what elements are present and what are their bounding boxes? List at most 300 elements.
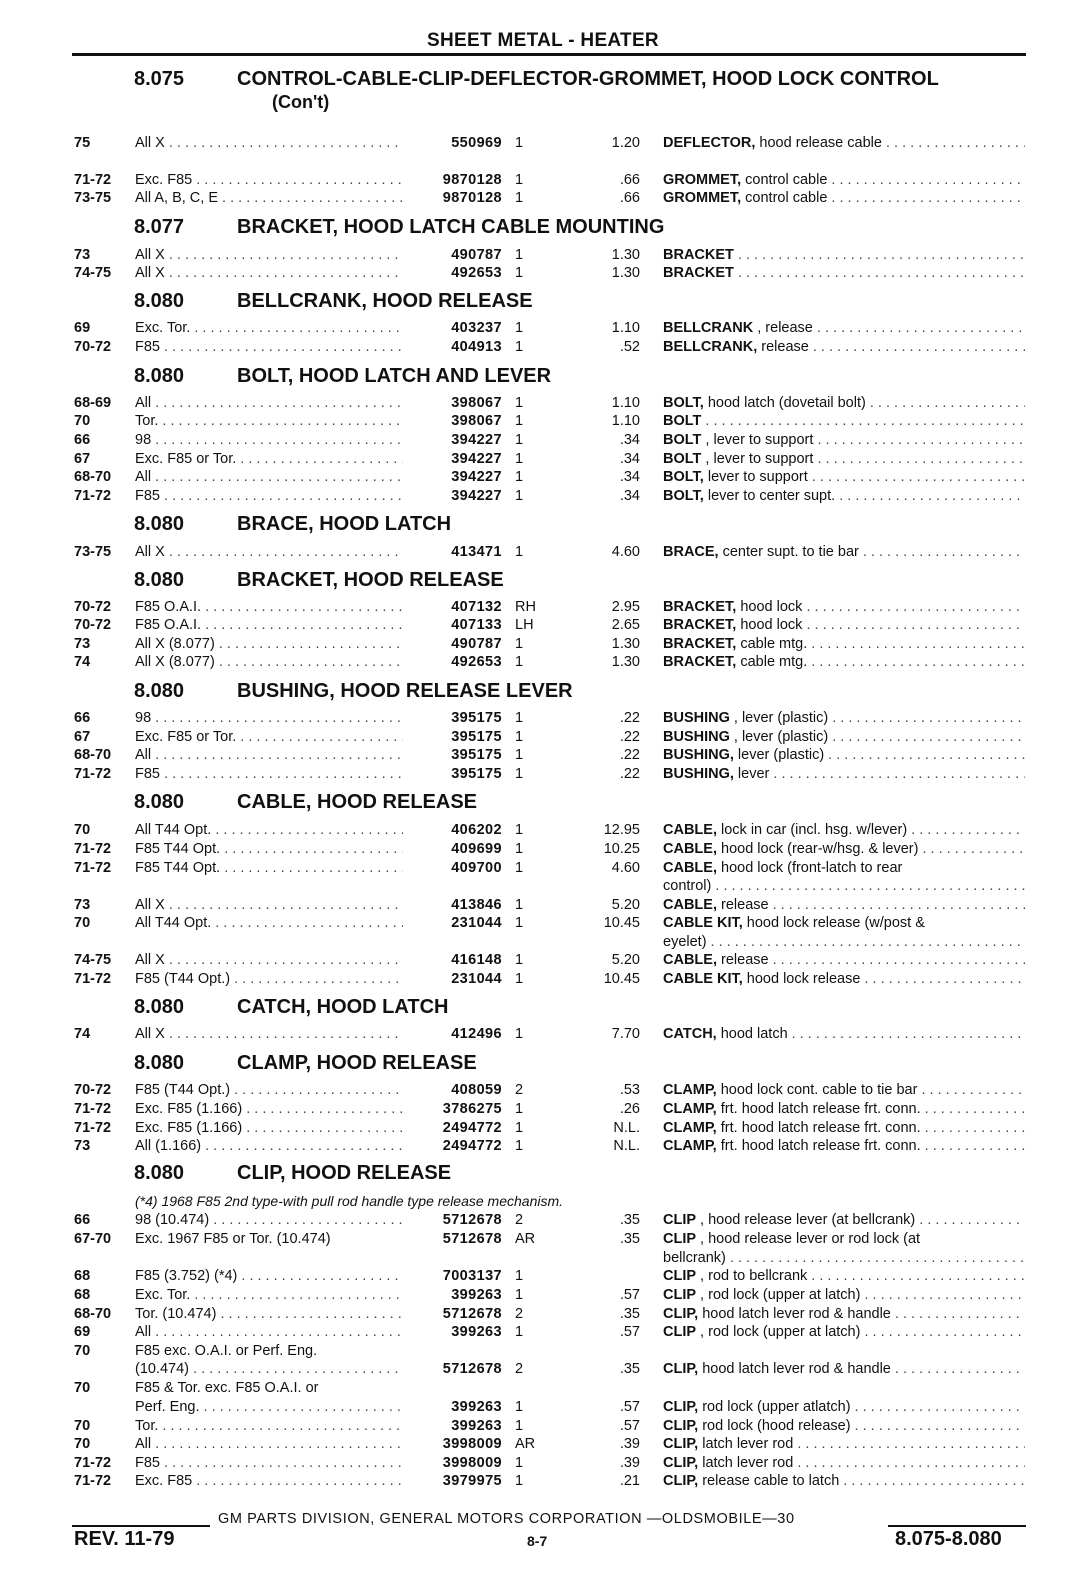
part-name: CLIP — [663, 1268, 697, 1284]
application-cell: 98 . . . — [135, 430, 403, 450]
year-cell: 71-72 — [74, 488, 112, 504]
section-number: 8.080 — [134, 569, 185, 591]
part-description: hood lock — [736, 617, 803, 633]
application-cell: 98 (10.474) . . . — [135, 1210, 403, 1230]
table-row — [0, 820, 1086, 840]
section-heading — [0, 996, 1086, 1022]
part-name: BRACKET — [663, 247, 734, 263]
section-number: 8.080 — [134, 1162, 185, 1184]
quantity-cell: 2 — [515, 1082, 524, 1098]
year-cell: 71-72 — [74, 172, 112, 188]
year-cell: 71-72 — [74, 1455, 112, 1471]
part-name: BRACKET, — [663, 599, 737, 615]
quantity-cell: 1 — [515, 915, 524, 931]
part-number-cell: 394227 — [451, 432, 502, 448]
description-cell — [663, 597, 1025, 617]
part-name: CATCH, — [663, 1026, 717, 1042]
table-row — [0, 263, 1086, 283]
price-cell: .34 — [619, 488, 640, 504]
description-cell — [663, 1080, 1025, 1100]
part-description: hood lock (front-latch to rear — [716, 860, 903, 876]
quantity-cell: AR — [515, 1436, 536, 1452]
table-row — [0, 1285, 1086, 1305]
table-row — [0, 727, 1086, 747]
part-name: CLAMP, — [663, 1120, 717, 1136]
price-cell: 10.45 — [603, 915, 640, 931]
year-cell: 70-72 — [74, 617, 112, 633]
application-cell: Tor. . . . — [135, 1416, 403, 1436]
part-description: latch lever rod — [698, 1436, 794, 1452]
table-row — [0, 188, 1086, 208]
year-cell: 74-75 — [74, 952, 112, 968]
application-cell: All X (8.077) . . . — [135, 634, 403, 654]
price-cell: 1.30 — [611, 247, 640, 263]
application-cell: All (1.166) . . . — [135, 1136, 403, 1156]
part-number-cell: 490787 — [451, 636, 502, 652]
description-cell — [663, 858, 1025, 878]
year-cell: 66 — [74, 1212, 91, 1228]
description-cell — [663, 1304, 1025, 1324]
application-cell: F85 & Tor. exc. F85 O.A.I. or — [135, 1380, 319, 1396]
section-number: 8.075 — [134, 68, 185, 90]
application-cell: F85 T44 Opt. . . . — [135, 858, 403, 878]
table-row — [0, 133, 1086, 153]
part-number-cell: 5712678 — [442, 1361, 502, 1377]
part-number-cell: 550969 — [451, 135, 502, 151]
table-row — [0, 1434, 1086, 1454]
application-cell: Tor. . . . — [135, 411, 403, 431]
part-number-cell: 231044 — [451, 971, 502, 987]
part-name: BELLCRANK — [663, 320, 754, 336]
part-name: CLIP, — [663, 1473, 699, 1489]
page-number: 8-7 — [527, 1533, 548, 1549]
description-cell — [663, 188, 1025, 208]
year-cell: 71-72 — [74, 1473, 112, 1489]
part-number-cell: 5712678 — [442, 1306, 502, 1322]
part-description: , lever (plastic) — [729, 729, 829, 745]
part-number-cell: 416148 — [451, 952, 502, 968]
year-cell: 73 — [74, 1138, 91, 1154]
description-cell — [663, 411, 1025, 431]
part-description: , lever (plastic) — [729, 710, 829, 726]
part-description: , lever to support — [701, 432, 814, 448]
description-cell — [663, 1434, 1025, 1454]
price-cell: .57 — [619, 1324, 640, 1340]
year-cell: 70 — [74, 822, 91, 838]
description-cell — [663, 1359, 1025, 1379]
table-row — [0, 467, 1086, 487]
year-cell: 71-72 — [74, 841, 112, 857]
description-cell — [663, 449, 1025, 469]
part-description: , hood release lever or rod lock (at — [696, 1231, 921, 1247]
description-cell — [663, 467, 1025, 487]
application-cell: All T44 Opt. . . . — [135, 820, 403, 840]
year-cell: 68-70 — [74, 469, 112, 485]
part-description: hood latch (dovetail bolt) — [703, 395, 866, 411]
part-description: lever (plastic) — [733, 747, 825, 763]
year-cell: 70 — [74, 1418, 91, 1434]
description-cell — [663, 615, 1025, 635]
price-cell: 2.95 — [611, 599, 640, 615]
table-row — [0, 337, 1086, 357]
description-cell — [663, 318, 1025, 338]
part-description: lever — [733, 766, 770, 782]
quantity-cell: 1 — [515, 729, 524, 745]
section-title: CLIP, HOOD RELEASE — [237, 1162, 452, 1184]
part-number-cell: 404913 — [451, 339, 502, 355]
table-row — [0, 969, 1086, 989]
section-heading — [0, 290, 1086, 316]
table-row — [0, 745, 1086, 765]
application-cell: F85 (T44 Opt.) . . . — [135, 1080, 403, 1100]
description-cell — [663, 337, 1025, 357]
table-row — [0, 1453, 1086, 1473]
year-cell: 68-70 — [74, 747, 112, 763]
part-description: lever to center supt. — [703, 488, 836, 504]
part-name: BOLT — [663, 451, 702, 467]
quantity-cell: 1 — [515, 1026, 524, 1042]
header-rule — [72, 53, 1026, 56]
price-cell: .35 — [619, 1361, 640, 1377]
year-cell: 66 — [74, 432, 91, 448]
year-cell: 69 — [74, 320, 91, 336]
year-cell: 70-72 — [74, 1082, 112, 1098]
table-row — [0, 1378, 1086, 1398]
part-number-cell: 9870128 — [442, 172, 502, 188]
part-number-cell: 3998009 — [442, 1436, 502, 1452]
footer-corp: GM PARTS DIVISION, GENERAL MOTORS CORPORATION —OLDSMOBILE—30 — [218, 1511, 795, 1527]
description-cell — [663, 634, 1025, 654]
part-name: CABLE, — [663, 952, 717, 968]
price-cell: .22 — [619, 766, 640, 782]
part-name: CABLE, — [663, 822, 717, 838]
part-description: cable mtg. — [736, 636, 808, 652]
description-cell — [663, 913, 1025, 933]
application-cell: All X (8.077) . . . — [135, 652, 403, 672]
application-cell: All . . . — [135, 393, 403, 413]
application-cell: Exc. Tor. . . . — [135, 318, 403, 338]
price-cell: 10.25 — [603, 841, 640, 857]
price-cell: 1.30 — [611, 654, 640, 670]
quantity-cell: LH — [515, 617, 534, 633]
section-number: 8.080 — [134, 996, 185, 1018]
price-cell: .34 — [619, 451, 640, 467]
description-cell — [663, 1248, 1025, 1268]
price-cell: 1.20 — [611, 135, 640, 151]
part-name: CLIP, — [663, 1399, 699, 1415]
part-description: , lever to support — [701, 451, 814, 467]
table-row — [0, 1341, 1086, 1361]
quantity-cell: 2 — [515, 1212, 524, 1228]
part-number-cell: 490787 — [451, 247, 502, 263]
price-cell: 1.30 — [611, 265, 640, 281]
year-cell: 75 — [74, 135, 91, 151]
quantity-cell: 1 — [515, 971, 524, 987]
application-cell: All . . . — [135, 1434, 403, 1454]
part-name: CABLE, — [663, 860, 717, 876]
part-description: hood lock release (w/post & — [742, 915, 925, 931]
section-title: BUSHING, HOOD RELEASE LEVER — [237, 680, 573, 702]
year-cell: 74 — [74, 1026, 91, 1042]
description-cell — [663, 542, 1025, 562]
part-number-cell: 3786275 — [442, 1101, 502, 1117]
part-number-cell: 5712678 — [442, 1212, 502, 1228]
table-row — [0, 1397, 1086, 1417]
part-number-cell: 413471 — [451, 544, 502, 560]
application-cell: All T44 Opt. . . . — [135, 913, 403, 933]
year-cell: 70 — [74, 1436, 91, 1452]
application-cell: F85 (T44 Opt.) . . . — [135, 969, 403, 989]
section-number: 8.080 — [134, 791, 185, 813]
price-cell: 1.10 — [611, 320, 640, 336]
price-cell: N.L. — [613, 1138, 640, 1154]
part-number-cell: 399263 — [451, 1324, 502, 1340]
part-description: control cable — [741, 172, 828, 188]
part-description: , release — [753, 320, 813, 336]
quantity-cell: 1 — [515, 135, 524, 151]
price-cell: .21 — [619, 1473, 640, 1489]
year-cell: 68 — [74, 1287, 91, 1303]
price-cell: .22 — [619, 729, 640, 745]
part-name: CLAMP, — [663, 1138, 717, 1154]
quantity-cell: 1 — [515, 636, 524, 652]
application-cell: Exc. F85 . . . — [135, 170, 403, 190]
part-name: BRACKET, — [663, 636, 737, 652]
part-name: DEFLECTOR, — [663, 135, 756, 151]
table-row — [0, 430, 1086, 450]
price-cell: 10.45 — [603, 971, 640, 987]
description-cell — [663, 969, 1025, 989]
description-cell — [663, 652, 1025, 672]
section-heading — [0, 1162, 1086, 1188]
part-number-cell: 398067 — [451, 413, 502, 429]
quantity-cell: 1 — [515, 265, 524, 281]
application-cell: All X . . . — [135, 895, 403, 915]
quantity-cell: 1 — [515, 841, 524, 857]
section-heading — [0, 791, 1086, 817]
year-cell: 71-72 — [74, 860, 112, 876]
description-cell — [663, 1118, 1025, 1138]
part-description: rod lock (hood release) — [698, 1418, 851, 1434]
quantity-cell: RH — [515, 599, 536, 615]
description-cell — [663, 1024, 1025, 1044]
price-cell: N.L. — [613, 1120, 640, 1136]
part-description: release — [716, 952, 769, 968]
quantity-cell: 1 — [515, 1101, 524, 1117]
part-description: frt. hood latch release frt. conn. — [716, 1138, 921, 1154]
part-name: CLIP — [663, 1287, 697, 1303]
year-cell: 74-75 — [74, 265, 112, 281]
quantity-cell: 1 — [515, 1324, 524, 1340]
part-name: BOLT — [663, 432, 702, 448]
part-name: CLAMP, — [663, 1101, 717, 1117]
part-name: CLIP, — [663, 1418, 699, 1434]
table-row — [0, 1359, 1086, 1379]
part-number-cell: 407133 — [451, 617, 502, 633]
table-row — [0, 615, 1086, 635]
table-row — [0, 449, 1086, 469]
year-cell: 70-72 — [74, 339, 112, 355]
price-cell: .22 — [619, 710, 640, 726]
price-cell: 12.95 — [603, 822, 640, 838]
part-name: CLIP, — [663, 1361, 699, 1377]
application-cell: 98 . . . — [135, 708, 403, 728]
part-description: hood lock (rear-w/hsg. & lever) — [716, 841, 919, 857]
section-subtitle: (Con't) — [272, 92, 330, 112]
year-cell: 73-75 — [74, 190, 112, 206]
price-cell: .26 — [619, 1101, 640, 1117]
price-cell: 5.20 — [611, 952, 640, 968]
part-name: CABLE KIT, — [663, 915, 743, 931]
price-cell: .35 — [619, 1306, 640, 1322]
application-cell: Exc. F85 or Tor. . . . — [135, 449, 403, 469]
part-number-cell: 399263 — [451, 1399, 502, 1415]
year-cell: 68 — [74, 1268, 91, 1284]
quantity-cell: 1 — [515, 395, 524, 411]
description-cell — [663, 486, 1025, 506]
year-cell: 73 — [74, 636, 91, 652]
quantity-cell: 1 — [515, 822, 524, 838]
part-number-cell: 395175 — [451, 710, 502, 726]
table-row — [0, 634, 1086, 654]
price-cell: 4.60 — [611, 544, 640, 560]
quantity-cell: 1 — [515, 1138, 524, 1154]
price-cell: .66 — [619, 190, 640, 206]
quantity-cell: 1 — [515, 413, 524, 429]
year-cell: 71-72 — [74, 971, 112, 987]
description-cell — [663, 1416, 1025, 1436]
part-name: BUSHING — [663, 710, 730, 726]
part-description: , rod to bellcrank — [696, 1268, 808, 1284]
price-cell: .57 — [619, 1418, 640, 1434]
part-description: frt. hood latch release frt. conn. — [716, 1101, 921, 1117]
table-row — [0, 1118, 1086, 1138]
section-number: 8.080 — [134, 365, 185, 387]
application-cell: Tor. (10.474) . . . — [135, 1304, 403, 1324]
part-name: BRACE, — [663, 544, 719, 560]
price-cell: .39 — [619, 1436, 640, 1452]
description-cell — [663, 170, 1025, 190]
application-cell: All X . . . — [135, 950, 403, 970]
table-row — [0, 597, 1086, 617]
description-cell — [663, 745, 1025, 765]
quantity-cell: 2 — [515, 1306, 524, 1322]
part-description: rod lock (upper atlatch) — [698, 1399, 851, 1415]
application-cell: F85 O.A.I. . . . — [135, 615, 403, 635]
application-cell: (10.474) . . . — [135, 1359, 403, 1379]
table-row — [0, 393, 1086, 413]
footer-rule-left — [72, 1525, 210, 1527]
part-name: GROMMET, — [663, 190, 742, 206]
quantity-cell: 1 — [515, 710, 524, 726]
part-name: BUSHING, — [663, 766, 734, 782]
part-description: hood lock — [736, 599, 803, 615]
table-row — [0, 1080, 1086, 1100]
part-number-cell: 394227 — [451, 469, 502, 485]
section-number: 8.080 — [134, 1052, 185, 1074]
price-cell: .22 — [619, 747, 640, 763]
part-number-cell: 408059 — [451, 1082, 502, 1098]
application-cell: F85 (3.752) (*4) . . . — [135, 1266, 403, 1286]
application-cell: Perf. Eng. . . . — [135, 1397, 403, 1417]
part-description: release cable to latch — [698, 1473, 840, 1489]
application-cell: All . . . — [135, 467, 403, 487]
quantity-cell: 1 — [515, 544, 524, 560]
application-cell: F85 . . . — [135, 764, 403, 784]
application-cell: All X . . . — [135, 1024, 403, 1044]
quantity-cell: 1 — [515, 469, 524, 485]
price-cell: 4.60 — [611, 860, 640, 876]
part-description: release — [716, 897, 769, 913]
part-name: CLIP, — [663, 1306, 699, 1322]
part-name: BRACKET, — [663, 654, 737, 670]
application-cell: F85 O.A.I. . . . — [135, 597, 403, 617]
price-cell: 1.10 — [611, 413, 640, 429]
part-description: frt. hood latch release frt. conn. — [716, 1120, 921, 1136]
section-heading — [0, 513, 1086, 539]
description-cell — [663, 1210, 1025, 1230]
part-number-cell: 2494772 — [442, 1138, 502, 1154]
price-cell: .66 — [619, 172, 640, 188]
description-cell — [663, 876, 1025, 896]
table-row — [0, 1099, 1086, 1119]
application-cell: All . . . — [135, 745, 403, 765]
quantity-cell: 1 — [515, 1473, 524, 1489]
price-cell: 1.10 — [611, 395, 640, 411]
description-cell — [663, 393, 1025, 413]
price-cell: .35 — [619, 1212, 640, 1228]
table-row — [0, 1024, 1086, 1044]
part-description: cable mtg. — [736, 654, 808, 670]
part-number-cell: 7003137 — [442, 1268, 502, 1284]
part-description: hood release cable — [755, 135, 882, 151]
table-row — [0, 542, 1086, 562]
table-row — [0, 950, 1086, 970]
description-cell — [663, 727, 1025, 747]
revision-label: REV. 11-79 — [74, 1528, 175, 1550]
part-name: CABLE KIT, — [663, 971, 743, 987]
part-number-cell: 394227 — [451, 451, 502, 467]
year-cell: 70 — [74, 915, 91, 931]
description-cell — [663, 1471, 1025, 1491]
part-number-cell: 9870128 — [442, 190, 502, 206]
description-cell — [663, 1266, 1025, 1286]
description-cell — [663, 932, 1025, 952]
description-cell — [663, 430, 1025, 450]
year-cell: 70-72 — [74, 599, 112, 615]
part-name: BRACKET — [663, 265, 734, 281]
table-row — [0, 1304, 1086, 1324]
part-description: lever to support — [703, 469, 808, 485]
quantity-cell: 1 — [515, 1268, 524, 1284]
part-description: control cable — [741, 190, 828, 206]
section-title: CONTROL-CABLE-CLIP-DEFLECTOR-GROMMET, HOOD LOCK CONTROL — [237, 68, 939, 90]
part-number-cell: 399263 — [451, 1418, 502, 1434]
part-name: CABLE, — [663, 897, 717, 913]
quantity-cell: AR — [515, 1231, 536, 1247]
part-name: BRACKET, — [663, 617, 737, 633]
section-number: 8.077 — [134, 216, 185, 238]
part-name: CLIP — [663, 1324, 697, 1340]
application-cell: Exc. F85 . . . — [135, 1471, 403, 1491]
description-cell — [663, 764, 1025, 784]
part-description: latch lever rod — [698, 1455, 794, 1471]
section-title: CABLE, HOOD RELEASE — [237, 791, 478, 813]
section-heading — [0, 365, 1086, 391]
application-cell: F85 T44 Opt. . . . — [135, 839, 403, 859]
part-description: , hood release lever (at bellcrank) — [696, 1212, 916, 1228]
quantity-cell: 1 — [515, 172, 524, 188]
